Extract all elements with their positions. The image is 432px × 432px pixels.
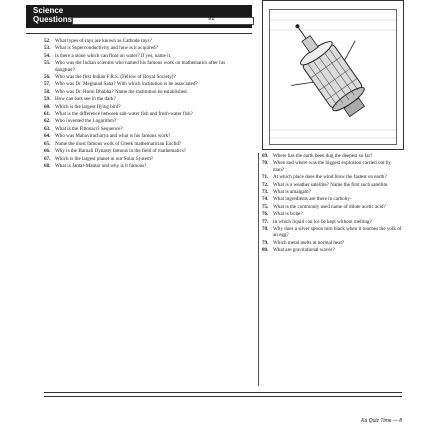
question-item (44, 96, 240, 102)
question-number: 61. (44, 111, 51, 118)
question-item (44, 104, 240, 110)
question-number: 60. (44, 103, 51, 110)
question-item (262, 189, 402, 195)
question-text: Who was Dr. Homi Bhabha? Name the institution he established. (55, 88, 188, 95)
question-text: How can bats see in the dark? (55, 96, 116, 103)
question-text: Who was Dr. Meghnad Saha? With which institution is he associated? (55, 81, 198, 88)
question-item (262, 182, 402, 188)
question-item (44, 60, 240, 73)
questions-left-column (44, 38, 240, 170)
question-number: 57. (44, 81, 51, 88)
question-text: What is amalgam? (273, 189, 311, 196)
question-text: What is the Fibonacci Sequence? (55, 125, 123, 132)
question-number: 65. (44, 140, 51, 147)
question-item (44, 118, 240, 124)
question-text: What is Superconductivity and how is it acquired? (55, 45, 158, 52)
question-item (262, 211, 402, 217)
question-number: 55. (44, 60, 51, 67)
question-item (262, 196, 402, 202)
question-item (262, 226, 402, 239)
question-number: 53. (44, 45, 51, 52)
question-item (262, 247, 402, 253)
question-text: What is Jantar-Mantar and why is it famous? (55, 162, 147, 169)
question-text: What ingredients are there in carbohy- (273, 196, 352, 203)
question-item (44, 45, 240, 51)
question-text: Who was the Indian scientist who named his famous work on mathematics after his daughter? (55, 60, 226, 73)
question-text: What is the commonly used name of dilute acetic acid? (273, 203, 386, 210)
question-item (44, 156, 240, 162)
question-number: 73. (262, 189, 269, 196)
question-text: Who invented the Logarithm? (55, 118, 117, 125)
question-text: Who was Mahaviracharya and what is his famous work? (55, 133, 171, 140)
question-item (44, 148, 240, 154)
footer-text: Ka Quiz Time — 8 (361, 418, 402, 424)
question-item (262, 240, 402, 246)
question-item (44, 133, 240, 139)
question-number: 68. (44, 162, 51, 169)
section-label-line2: Questions (33, 15, 73, 24)
page-number: 92 (208, 16, 215, 22)
question-number: 76. (262, 211, 269, 218)
question-number: 52. (44, 38, 51, 44)
satellite-illustration (269, 9, 397, 145)
question-text: What is a weather satellite? Name the first such satellite. (273, 181, 389, 188)
question-number: 70. (262, 160, 269, 167)
top-divider (26, 33, 252, 34)
question-number: 75. (262, 203, 269, 210)
question-text: Is there a stone which can float on water? If yes, name it. (55, 52, 172, 59)
section-label-line1: Science (33, 6, 64, 15)
question-text: Which metal melts at normal heat? (273, 239, 345, 246)
question-text: Why is the Barnali Dynasty famous in the field of mathematics? (55, 148, 186, 155)
header-rule (72, 17, 254, 25)
question-number: 56. (44, 74, 51, 81)
question-item (44, 126, 240, 132)
question-item (262, 160, 402, 173)
question-text: At which place does the wind blow the fastest on earth? (273, 174, 387, 181)
question-item (262, 153, 402, 159)
questions-right-column (262, 153, 402, 255)
question-number: 67. (44, 155, 51, 162)
question-item (44, 74, 240, 80)
question-text: Why does a silver spoon turn black when it touches the yolk of an egg? (273, 226, 402, 239)
question-text: When and where was the biggest explosion carried out by man? (273, 160, 391, 173)
question-number: 78. (262, 226, 269, 233)
question-text: Who was the first Indian F.R.S. (Fellow of Royal Society)? (55, 74, 176, 81)
question-text: Name the most famous work of Greek mathematician Euclid? (55, 140, 182, 147)
satellite-icon (270, 10, 396, 144)
question-number: 80. (262, 247, 269, 254)
question-item (44, 53, 240, 59)
bottom-divider-2 (44, 396, 402, 397)
question-item (44, 38, 240, 44)
question-text: Which is the largest flying bird? (55, 103, 121, 110)
question-text: In which liquid can ice be kept without melting? (273, 218, 372, 225)
question-item (44, 81, 240, 87)
question-text: Where has the earth been dug the deepest so far? (273, 153, 373, 159)
question-item (262, 219, 402, 225)
section-label (33, 6, 72, 24)
question-number: 63. (44, 125, 51, 132)
question-text: What are gravitational waves? (273, 247, 335, 254)
question-item (262, 174, 402, 180)
question-number: 79. (262, 239, 269, 246)
question-number: 59. (44, 96, 51, 103)
question-item (44, 111, 240, 117)
question-number: 72. (262, 181, 269, 188)
question-number: 54. (44, 52, 51, 59)
question-text: What types of rays are known as Cathode rays? (55, 38, 152, 44)
question-number: 77. (262, 218, 269, 225)
satellite-illustration-frame (262, 0, 404, 150)
question-text: What is brine? (273, 211, 303, 218)
question-number: 58. (44, 88, 51, 95)
bottom-divider (44, 392, 402, 393)
question-number: 71. (262, 174, 269, 181)
question-number: 74. (262, 196, 269, 203)
question-number: 69. (262, 153, 269, 159)
question-number: 62. (44, 118, 51, 125)
question-item (44, 141, 240, 147)
question-number: 66. (44, 148, 51, 155)
question-text: What is the difference between salt-water fish and fresh-water fish? (55, 111, 193, 118)
question-item (44, 163, 240, 169)
question-item (262, 204, 402, 210)
question-number: 64. (44, 133, 51, 140)
question-text: Which is the largest planet in our Solar System? (55, 155, 154, 162)
question-item (44, 89, 240, 95)
column-divider (258, 153, 259, 386)
